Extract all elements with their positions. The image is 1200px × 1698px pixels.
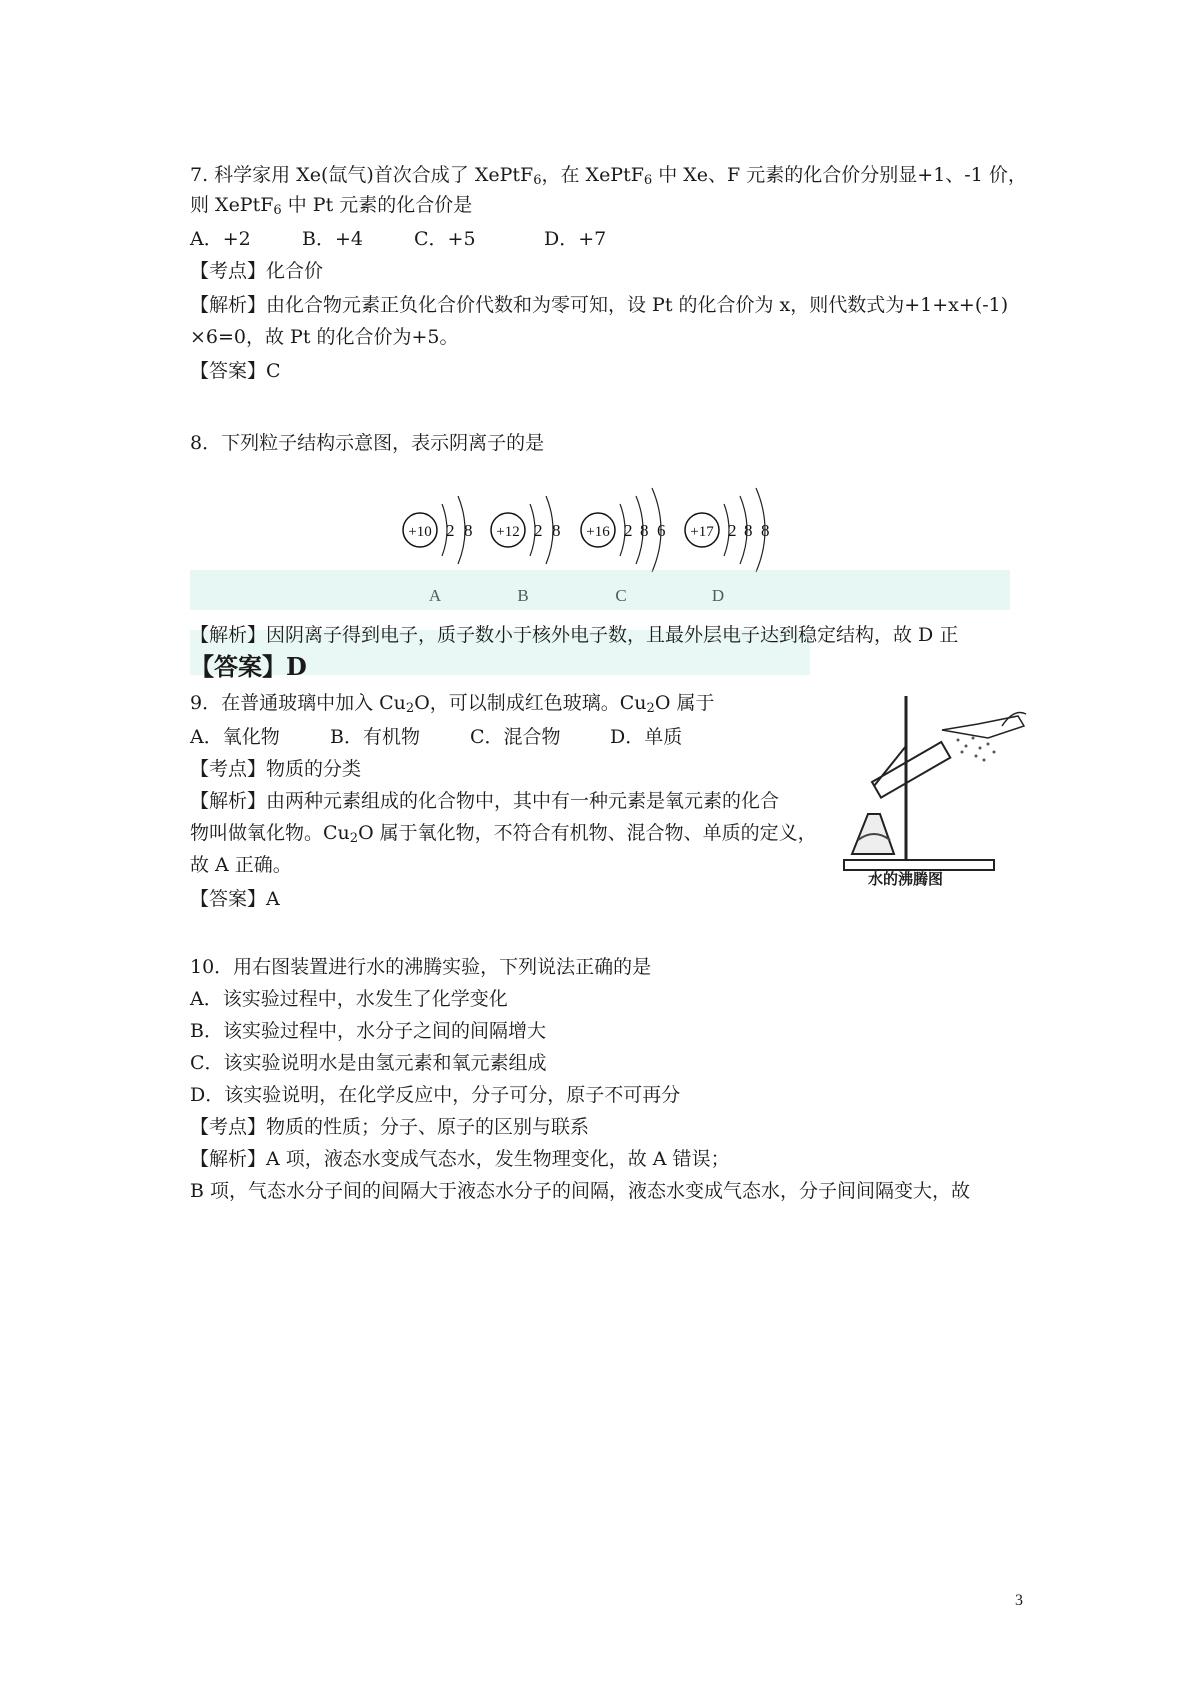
atom-a-label: A (428, 586, 442, 605)
atom-d (685, 488, 770, 605)
atom-c-shell-3: 6 (657, 521, 666, 540)
atom-c (581, 488, 666, 605)
q10-analysis-line1: 【解析】A 项，液态水变成气态水，发生物理变化，故 A 错误； (190, 1148, 730, 1170)
q7-options (190, 224, 606, 254)
atom-b (491, 496, 561, 605)
particle-structure-diagrams (380, 462, 820, 617)
q9-analysis-line3: 故 A 正确。 (190, 854, 292, 876)
q7-option-c: C．+5 (414, 228, 476, 250)
q9-option-c: C．混合物 (470, 726, 561, 748)
q8-analysis: 【解析】因阴离子得到电子，质子数小于核外电子数，且最外层电子达到稳定结构，故 D 正 (190, 624, 959, 646)
q7-option-a: A．+2 (190, 228, 251, 250)
atom-d-nucleus: +17 (690, 524, 714, 540)
page-number: 3 (1015, 1592, 1023, 1609)
q10-option-c: C．该实验说明水是由氢元素和氧元素组成 (190, 1052, 547, 1074)
q10-stem: 10．用右图装置进行水的沸腾实验，下列说法正确的是 (190, 956, 652, 978)
atom-d-shell-1: 2 (728, 521, 737, 540)
atom-b-shell-1: 2 (534, 521, 543, 540)
atom-d-shell-3: 8 (761, 521, 770, 540)
water-boiling-apparatus-figure (838, 686, 1028, 898)
q8-answer: 【答案】D (190, 652, 307, 681)
q7-option-b: B．+4 (302, 228, 363, 250)
q9-point: 【考点】物质的分类 (190, 758, 362, 780)
q7-stem-line2: 则 XePtF$_6$ 中 Pt 元素的化合价是 (190, 194, 473, 218)
q7-analysis-line1: 【解析】由化合物元素正负化合价代数和为零可知，设 Pt 的化合价为 x，则代数式为+1+x+(-1) (190, 294, 1009, 316)
atom-c-shell-1: 2 (624, 521, 633, 540)
q7-option-d: D．+7 (544, 228, 607, 250)
q9-analysis-line2: 物叫做氧化物。$Cu_2O$ 属于氧化物，不符合有机物、混合物、单质的定义， (190, 822, 817, 846)
q8-stem: 8．下列粒子结构示意图，表示阴离子的是 (190, 432, 545, 454)
q7-point: 【考点】化合价 (190, 260, 324, 282)
atom-a (403, 496, 473, 605)
atom-d-shell-2: 8 (744, 521, 753, 540)
boiling-figure-caption: 水的沸腾图 (868, 870, 944, 888)
q7-analysis-line2: ×6=0，故 Pt 的化合价为+5。 (190, 326, 459, 348)
q7-stem-line1: 7. 科学家用 Xe(氙气)首次合成了 XePtF$_6$，在 XePtF$_6$ 中 Xe、F 元素的化合价分别显+1、-1 价， (190, 164, 1027, 188)
q9-option-d: D．单质 (610, 726, 683, 748)
q10-analysis-line2: B 项，气态水分子间的间隔大于液态水分子的间隔，液态水变成气态水，分子间间隔变大，故 (190, 1180, 971, 1202)
q9-option-b: B．有机物 (330, 726, 420, 748)
atom-b-label: B (517, 586, 529, 605)
q10-option-b: B．该实验过程中，水分子之间的间隔增大 (190, 1020, 546, 1042)
atom-d-label: D (711, 586, 725, 605)
q9-analysis-line1: 【解析】由两种元素组成的化合物中，其中有一种元素是氧元素的化合 (190, 790, 780, 812)
q10-option-a: A．该实验过程中，水发生了化学变化 (190, 988, 508, 1010)
atom-a-shell-1: 2 (446, 521, 455, 540)
q10-point: 【考点】物质的性质；分子、原子的区别与联系 (190, 1116, 590, 1138)
q7-answer: 【答案】C (190, 360, 281, 382)
q9-options (190, 722, 682, 752)
q9-stem: 9．在普通玻璃中加入 $Cu_2O$，可以制成红色玻璃。$Cu_2O$ 属于 (190, 692, 715, 716)
atom-b-shell-2: 8 (552, 521, 561, 540)
q10-option-d: D．该实验说明，在化学反应中，分子可分，原子不可再分 (190, 1084, 681, 1106)
atom-a-nucleus: +10 (408, 524, 432, 540)
atom-a-shell-2: 8 (464, 521, 473, 540)
atom-c-shell-2: 8 (640, 521, 649, 540)
q9-option-a: A．氧化物 (190, 726, 280, 748)
q9-answer: 【答案】A (190, 888, 280, 910)
atom-b-nucleus: +12 (496, 524, 520, 540)
atom-c-nucleus: +16 (586, 524, 610, 540)
atom-c-label: C (615, 586, 627, 605)
